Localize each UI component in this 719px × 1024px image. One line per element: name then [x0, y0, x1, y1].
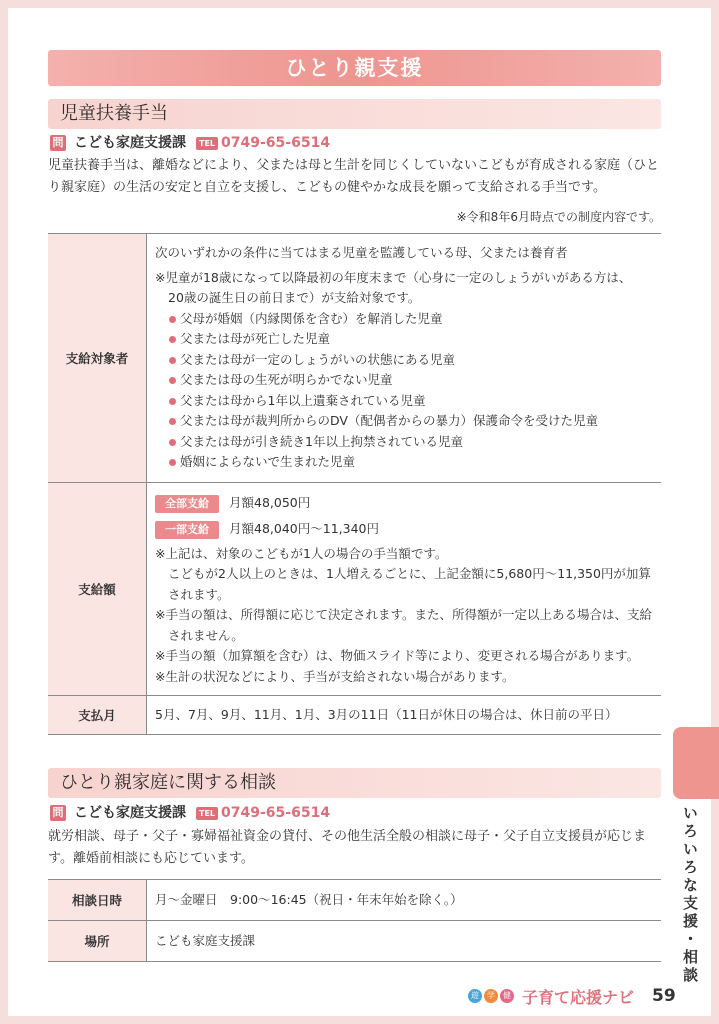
tel-icon: TEL — [196, 137, 218, 150]
play-icon: 遊 — [468, 989, 482, 1003]
tel-icon: TEL — [196, 807, 218, 820]
amount-cell — [147, 483, 662, 696]
list-item: 父母が婚姻（内縁関係を含む）を解消した児童 — [166, 309, 653, 330]
contact-phone[interactable]: 0749-65-6514 — [221, 805, 331, 821]
side-tab[interactable] — [673, 727, 719, 799]
list-item: 父または母が裁判所からのDV（配偶者からの暴力）保護命令を受けた児童 — [166, 411, 653, 432]
amount-note: ※手当の額は、所得額に応じて決定されます。また、所得額が一定以上ある場合は、支給されません。 — [155, 607, 652, 643]
contact-dept: こども家庭支援課 — [74, 135, 186, 151]
learn-icon: 学 — [484, 989, 498, 1003]
side-tab-label: いろいろな支援・相談 — [681, 805, 699, 985]
page-number: 59 — [652, 986, 676, 1006]
list-item: 婚姻によらないで生まれた児童 — [166, 452, 653, 473]
list-item: 父または母が引き続き1年以上拘禁されている児童 — [166, 432, 653, 453]
amount-note: ※上記は、対象のこどもが1人の場合の手当額です。 — [155, 545, 448, 561]
list-item: 父または母から1年以上遺棄されている児童 — [166, 391, 653, 412]
amount-note: こどもが2人以上のときは、1人増えるごとに、上記金額に5,680円〜11,350円が加算されます。 — [168, 566, 651, 602]
row-label: 相談日時 — [48, 880, 147, 921]
banner — [48, 50, 661, 86]
table-row — [48, 483, 661, 696]
target-cell — [147, 234, 662, 483]
system-note: ※令和8年6月時点での制度内容です。 — [456, 210, 661, 224]
row-label: 支給対象者 — [48, 234, 147, 483]
full-value: 月額48,050円 — [229, 494, 311, 510]
allowance-table — [48, 233, 661, 735]
table-row — [48, 234, 661, 483]
row-label: 場所 — [48, 921, 147, 962]
table-row — [48, 696, 661, 735]
inquiry-icon: 問 — [50, 805, 66, 821]
full-amount-line — [155, 493, 653, 514]
full-badge: 全部支給 — [155, 495, 219, 513]
row-label: 支払月 — [48, 696, 147, 735]
amount-note: ※手当の額（加算額を含む）は、物価スライド等により、変更される場合があります。 — [155, 648, 640, 664]
partial-badge: 一部支給 — [155, 521, 219, 539]
contact-dept: こども家庭支援課 — [74, 805, 186, 821]
contact-line — [50, 133, 330, 153]
list-item: 父または母が一定のしょうがいの状態にある児童 — [166, 350, 653, 371]
consult-intro: 就労相談、母子・父子・寡婦福祉資金の貸付、その他生活全般の相談に母子・父子自立支援員が応じます。離婚前相談にも応じています。 — [48, 829, 647, 866]
target-note-2: 20歳の誕生日の前日まで）が支給対象です。 — [168, 290, 421, 306]
table-row — [48, 921, 661, 962]
contact-line — [50, 803, 330, 823]
payment-value: 5月、7月、9月、11月、1月、3月の11日（11日が休日の場合は、休日前の平日） — [147, 696, 662, 735]
section-heading-allowance — [48, 99, 661, 129]
partial-amount-line — [155, 519, 653, 540]
table-row — [48, 880, 661, 921]
footer — [468, 984, 676, 1008]
intro-text: 児童扶養手当は、離婚などにより、父または母と生計を同じくしていないこどもが育成される家庭（ひとり親家庭）の生活の安定と自立を支援し、こどもの健やかな成長を願って支給される手当です。 — [48, 158, 660, 195]
row-label: 支給額 — [48, 483, 147, 696]
brand-name: 子育て応援ナビ — [522, 987, 635, 1007]
partial-value: 月額48,040円〜11,340円 — [229, 521, 379, 537]
target-lead: 次のいずれかの条件に当てはまる児童を監護している母、父または養育者 — [155, 245, 568, 261]
section-title: ひとり親家庭に関する相談 — [60, 772, 276, 793]
row-value: 月〜金曜日 9:00〜16:45（祝日・年末年始を除く。） — [147, 880, 662, 921]
list-item: 父または母の生死が明らかでない児童 — [166, 370, 653, 391]
consult-table — [48, 879, 661, 962]
banner-title: ひとり親支援 — [285, 56, 424, 80]
list-item: 父または母が死亡した児童 — [166, 329, 653, 350]
target-note-1: ※児童が18歳になって以降最初の年度末まで（心身に一定のしょうがいがある方は、 — [155, 269, 632, 285]
contact-phone[interactable]: 0749-65-6514 — [221, 135, 331, 151]
inquiry-icon: 問 — [50, 135, 66, 151]
health-icon: 健 — [500, 989, 514, 1003]
section-title: 児童扶養手当 — [60, 103, 168, 124]
amount-note: ※生計の状況などにより、手当が支給されない場合があります。 — [155, 668, 515, 684]
row-value: こども家庭支援課 — [147, 921, 662, 962]
section-heading-consult — [48, 768, 661, 798]
target-list — [155, 309, 653, 473]
